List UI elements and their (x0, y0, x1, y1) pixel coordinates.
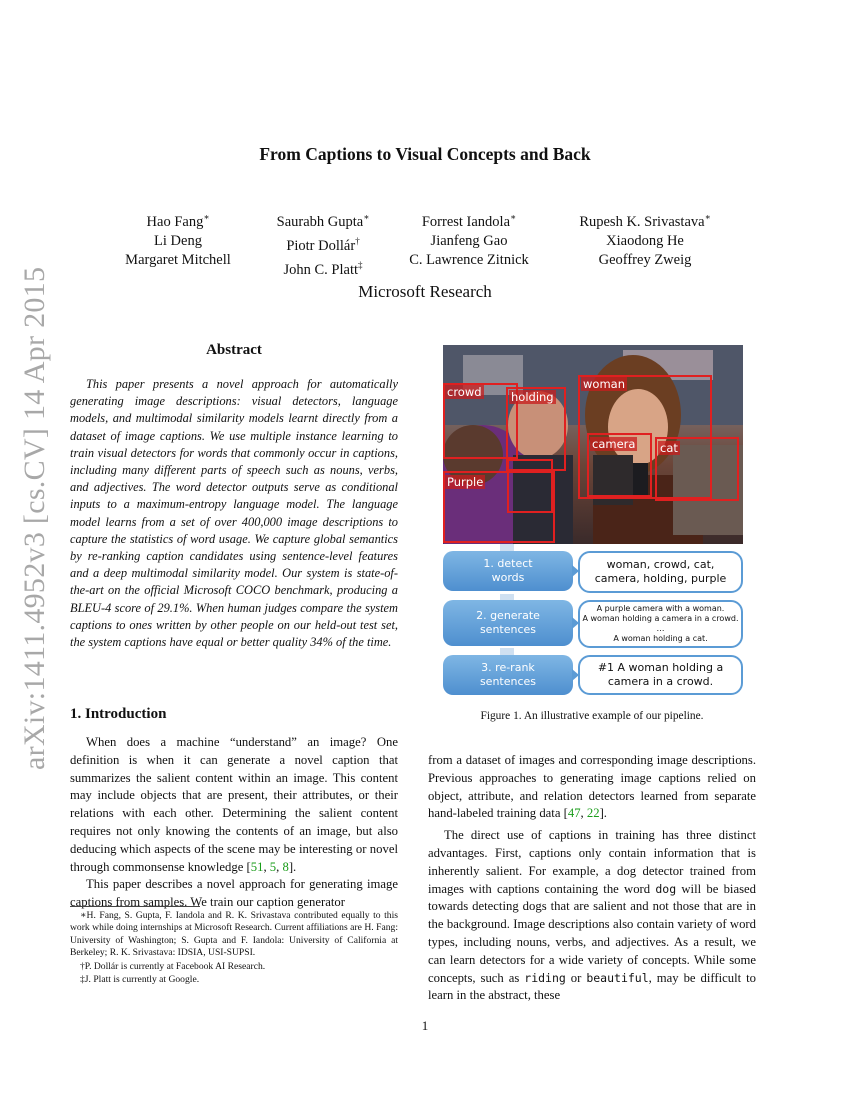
bbox-label-cat: cat (660, 441, 678, 455)
figure-photo (443, 345, 743, 544)
bbox-label-woman: woman (583, 377, 625, 391)
intro-column-left (70, 734, 398, 912)
author-name: Forrest Iandola∗ (421, 212, 517, 230)
footnote-platt: ‡J. Platt is currently at Google. (80, 974, 200, 986)
bbox-label-crowd: crowd (447, 385, 482, 399)
arxiv-stamp: arXiv:1411.4952v3 [cs.CV] 14 Apr 2015 (18, 266, 51, 770)
intro-paragraph-1: When does a machine “understand” an image? One definition is when it can generate a novel caption that summarizes the salient content within an image. This content may include objects that are present, their attributes, or their relations with each other. Determining the salient content requires not only knowing the contents of an image, but also deducing which aspects of the scene may be interesting or novel through commonsense knowledge [51, 5, 8]. (70, 735, 398, 874)
author-name: Hao Fang∗ (146, 212, 210, 230)
author-name: Xiaodong He (606, 232, 684, 249)
output-detected-words: woman, crowd, cat, camera, holding, purple (578, 551, 743, 593)
author-name: Margaret Mitchell (125, 251, 231, 268)
citation-link[interactable]: 5 (269, 859, 277, 874)
bbox-extra (507, 459, 553, 513)
author-name: Jianfeng Gao (430, 232, 508, 249)
affiliation: Microsoft Research (358, 282, 492, 301)
author-column-1 (118, 208, 238, 270)
citation-link[interactable]: 47 (567, 806, 581, 821)
citation-link[interactable]: 51 (250, 859, 264, 874)
author-name: Geoffrey Zweig (598, 251, 692, 268)
footnote-equal-contribution: ∗H. Fang, S. Gupta, F. Iandola and R. K. Srivastava contributed equally to this work while doing internships at Microsoft Research. Current affiliations are H. Fang: University of Washington; S. Gupta and F. Iandola: University of California at Berkeley; R. K. Srivastava: IDSIA, USI-SUPSI. (70, 910, 398, 959)
output-top-caption: #1 A woman holding a camera in a crowd. (578, 655, 743, 695)
citation-link[interactable]: 22 (586, 806, 600, 821)
intro-paragraph-4: The direct use of captions in training has three distinct advantages. First, captions only contain information that is inherently salient. For example, a dog detector trained from images with captions containing the word dog will be biased towards detecting dogs that are salient and not those that are in the background. Image descriptions also contain variety of word types, including nouns, verbs, and adjectives. As a result, we can learn detectors for a wide variety of concepts. While some concepts, such as riding or beautiful, may be difficult to learn in the abstract, these (428, 828, 756, 1003)
figure-caption: Figure 1. An illustrative example of our pipeline. (480, 710, 704, 722)
step-generate-sentences: 2. generate sentences (443, 600, 573, 646)
author-name: C. Lawrence Zitnick (409, 251, 529, 268)
step-detect-words: 1. detect words (443, 551, 573, 591)
author-name: Piotr Dollár† (286, 235, 360, 254)
intro-paragraph-2: This paper describes a novel approach for generating image captions from samples. We train our caption generator (70, 877, 398, 910)
author-name: Li Deng (154, 232, 202, 249)
step-rerank-sentences: 3. re-rank sentences (443, 655, 573, 695)
footnote-dollar: †P. Dollár is currently at Facebook AI Research. (80, 960, 266, 972)
abstract-heading: Abstract (206, 342, 262, 358)
bbox-label-camera: camera (592, 437, 636, 451)
author-name: Saurabh Gupta∗ (276, 212, 370, 230)
author-name: Rupesh K. Srivastava∗ (579, 212, 711, 230)
abstract-text: This paper presents a novel approach for automatically generating image descriptions: visual detectors, language models, and multimodal similarity models learnt directly from a dataset of image captions. We use multiple instance learning to train visual detectors for words that commonly occur in captions, including many different parts of speech such as nouns, verbs, and adjectives. The word detector outputs serve as conditional inputs to a maximum-entropy language model. The language model learns from a set of over 400,000 image descriptions to capture the statistics of word usage. We capture global semantics by re-ranking caption candidates using sentence-level features and a deep multimodal similarity model. Our system is state-of-the-art on the official Microsoft COCO benchmark, producing a BLEU-4 score of 29.1%. When human judges compare the system captions to ones written by other people on our held-out test set, the system captions have equal or better quality 34% of the time. (70, 377, 398, 650)
footnote-divider (70, 906, 200, 907)
author-column-3 (396, 208, 542, 270)
citation-link[interactable]: 8 (282, 859, 289, 874)
section-heading-introduction: 1. Introduction (70, 706, 167, 722)
bbox-label-purple: Purple (447, 475, 484, 489)
page-number: 1 (421, 1018, 429, 1033)
output-candidate-sentences: A purple camera with a woman. A woman holding a camera in a crowd. … A woman holding a cat. (578, 600, 743, 648)
footnotes (70, 910, 398, 987)
author-name: John C. Platt‡ (283, 259, 363, 278)
author-column-2 (258, 208, 388, 279)
intro-paragraph-3: from a dataset of images and corresponding image descriptions. Previous approaches to generating image captions relied on object, attribute, and relation detectors learned from separate hand-labeled training data [47, 22]. (428, 753, 756, 821)
bbox-label-holding: holding (511, 390, 554, 404)
intro-column-right (428, 752, 756, 1005)
author-column-4 (560, 208, 730, 270)
paper-title: From Captions to Visual Concepts and Back (259, 144, 591, 164)
